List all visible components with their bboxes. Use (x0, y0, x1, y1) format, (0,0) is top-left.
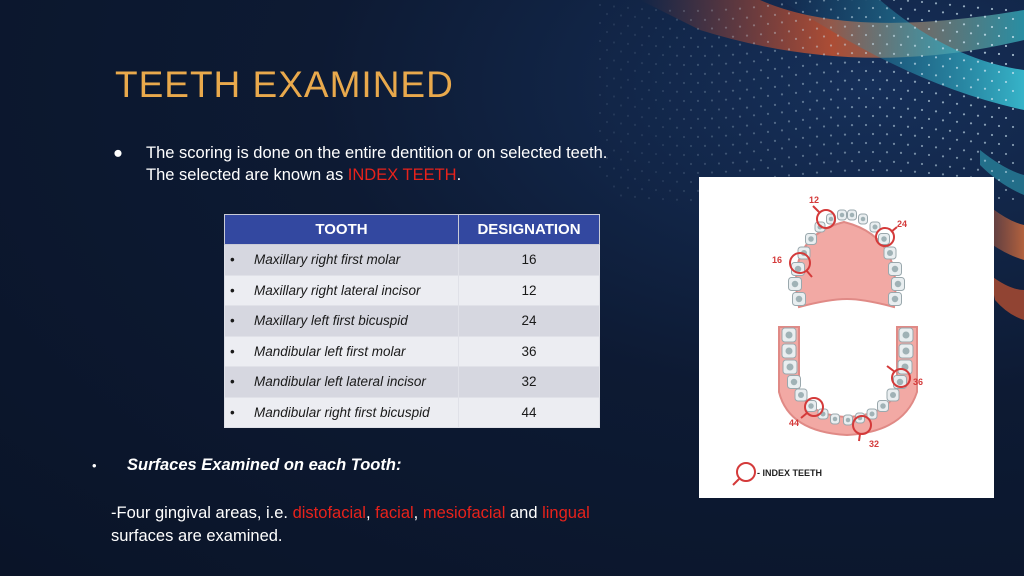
tooth-cell (225, 367, 459, 398)
table-row (225, 245, 600, 276)
index-teeth-highlight: INDEX TEETH (347, 166, 457, 184)
intro-line2-suffix: . (456, 166, 462, 184)
surfaces-heading: Surfaces Examined on each Tooth: (127, 456, 402, 474)
designation-cell: 36 (459, 336, 600, 367)
tooth-name: Mandibular left lateral incisor (254, 374, 426, 390)
table-row (225, 275, 600, 306)
header-designation: DESIGNATION (459, 215, 600, 245)
row-marker: • (230, 282, 235, 298)
label-16: 16 (772, 255, 783, 265)
intro-line1: The scoring is done on the entire dentition or on selected teeth. (146, 144, 608, 162)
dental-arch-diagram (699, 177, 994, 498)
row-marker: • (230, 343, 235, 359)
term-distofacial: distofacial (292, 504, 366, 522)
term-mesiofacial: mesiofacial (422, 504, 506, 522)
label-12: 12 (809, 195, 820, 205)
row-marker: • (230, 313, 235, 329)
tooth-name: Mandibular left first molar (254, 343, 406, 359)
label-32: 32 (869, 439, 880, 449)
tooth-cell (225, 306, 459, 337)
slide-title: TEETH EXAMINED (115, 64, 454, 105)
tooth-name: Maxillary left first bicuspid (254, 313, 408, 329)
table-row (225, 397, 600, 428)
label-24: 24 (897, 219, 908, 229)
surfaces-paragraph (111, 502, 731, 548)
intro-text (146, 142, 746, 186)
header-tooth: TOOTH (225, 215, 459, 245)
table-header-row (225, 215, 600, 245)
para-line-2: surfaces are examined. (111, 527, 283, 545)
table-row (225, 367, 600, 398)
row-marker: • (230, 252, 235, 268)
para-comma-1: , (365, 504, 376, 522)
legend-magnifier-icon (733, 463, 755, 485)
intro-line2-prefix: The selected are known as (146, 166, 348, 184)
table-row (225, 336, 600, 367)
para-text-1: -Four gingival areas, i.e. (111, 504, 293, 522)
label-44: 44 (789, 418, 800, 428)
designation-cell: 12 (459, 275, 600, 306)
legend-text: - INDEX TEETH (757, 468, 823, 478)
designation-cell: 24 (459, 306, 600, 337)
row-marker: • (230, 404, 235, 420)
index-teeth-table (224, 214, 600, 428)
designation-cell: 44 (459, 397, 600, 428)
dental-arch-figure (699, 177, 994, 498)
tooth-name: Maxillary right lateral incisor (254, 282, 421, 298)
tooth-name: Mandibular right first bicuspid (254, 404, 430, 420)
tooth-cell (225, 397, 459, 428)
table-row (225, 306, 600, 337)
tooth-cell (225, 336, 459, 367)
para-text-2: and (505, 504, 543, 522)
term-facial: facial (375, 504, 414, 522)
para-comma-2: , (413, 504, 423, 522)
tooth-cell (225, 245, 459, 276)
bullet-marker: ● (113, 144, 123, 162)
designation-cell: 32 (459, 367, 600, 398)
tooth-cell (225, 275, 459, 306)
tooth-name: Maxillary right first molar (254, 252, 401, 268)
row-marker: • (230, 374, 235, 390)
term-lingual: lingual (542, 504, 590, 522)
designation-cell: 16 (459, 245, 600, 276)
bullet-marker: • (92, 458, 97, 473)
label-36: 36 (913, 377, 924, 387)
